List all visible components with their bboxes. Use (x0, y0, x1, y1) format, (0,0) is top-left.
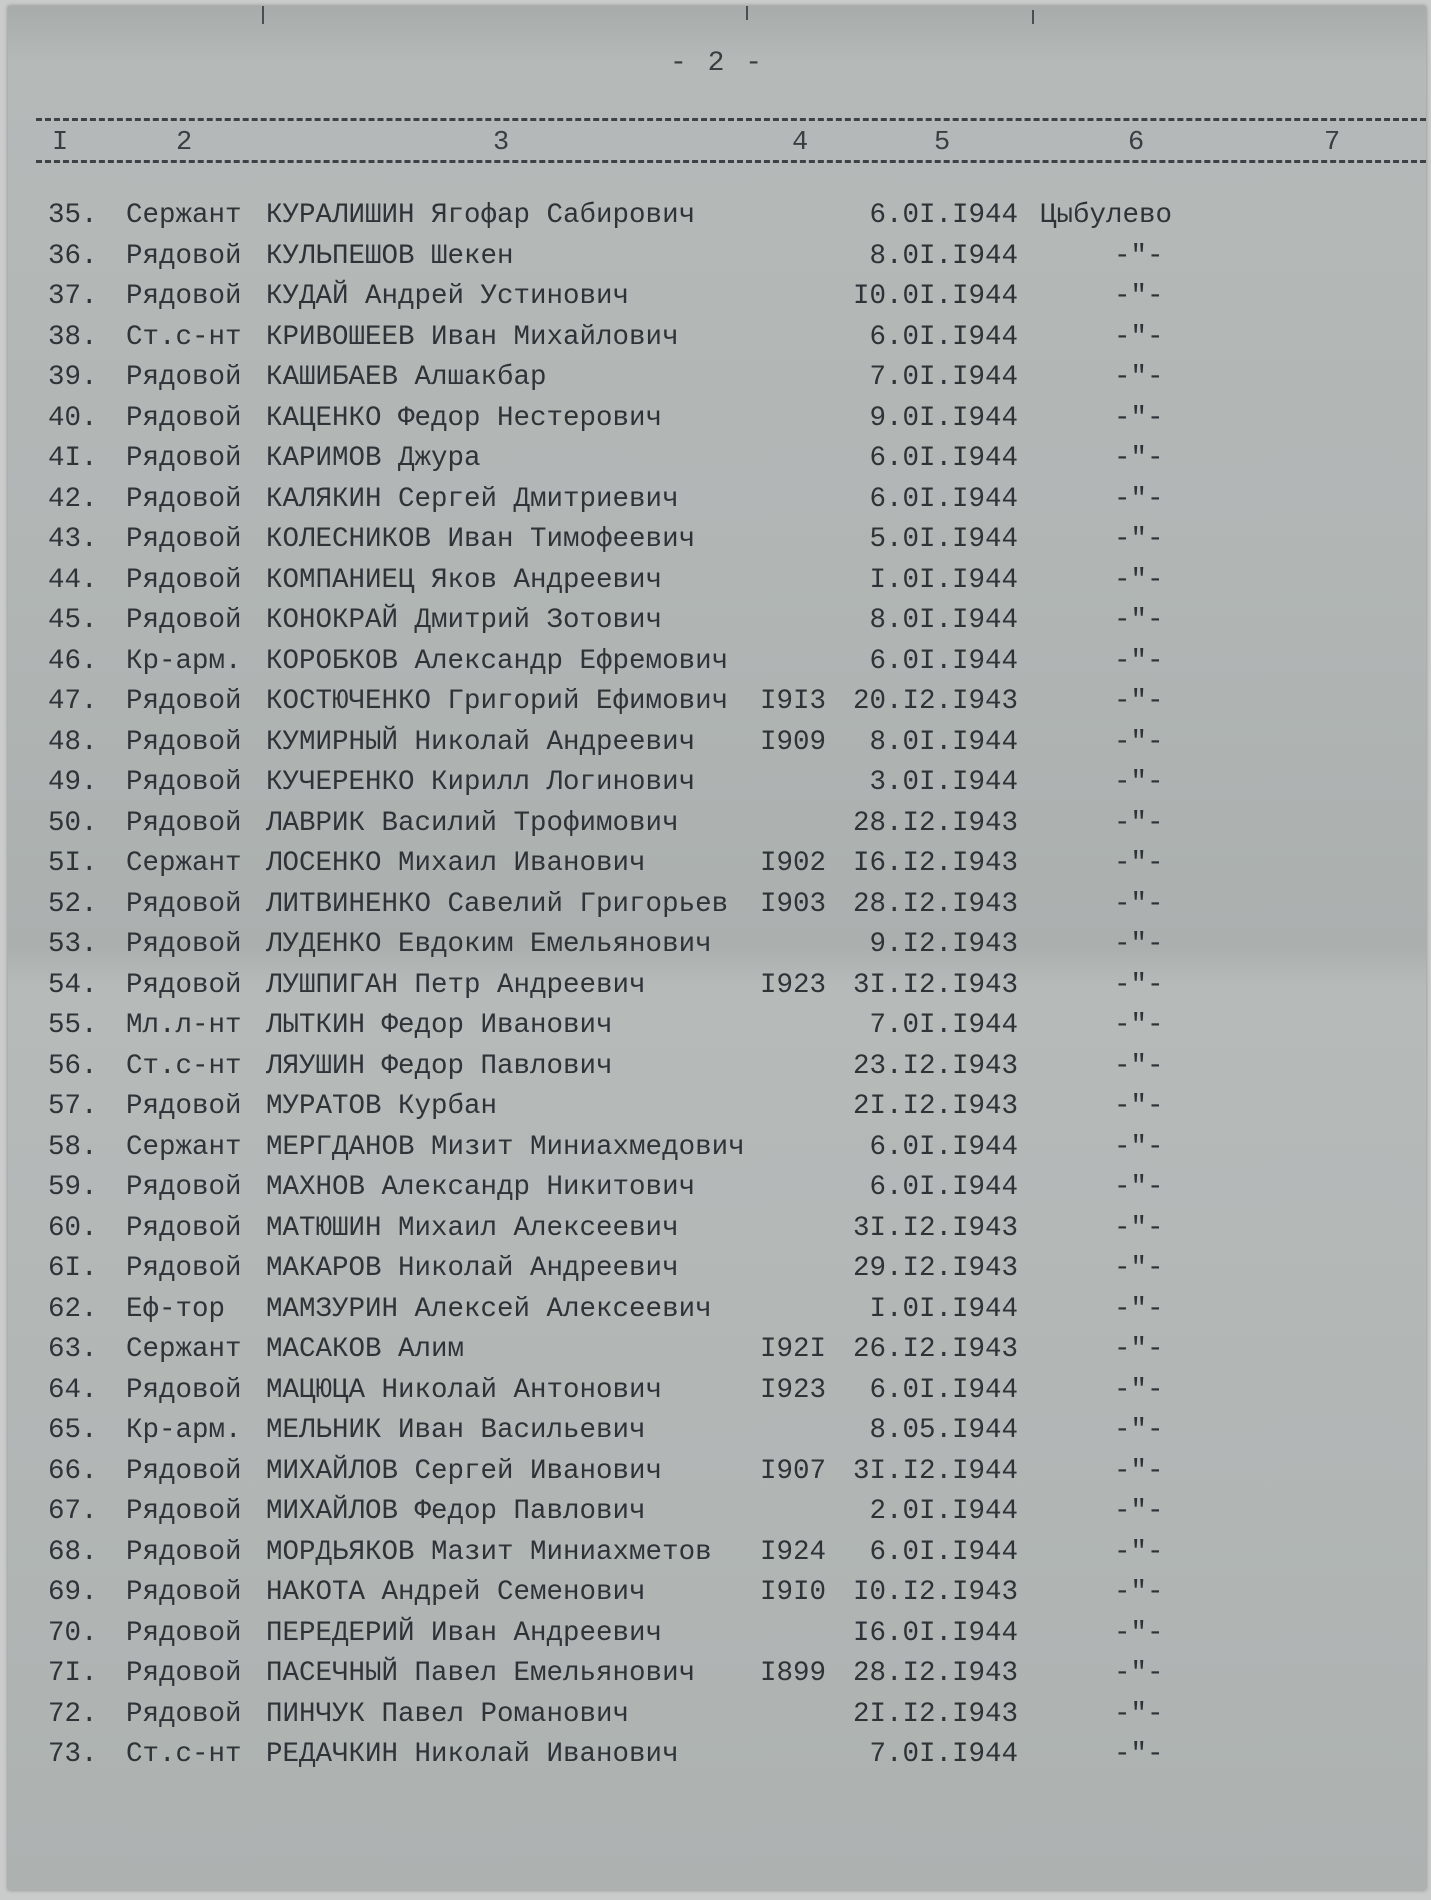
row-place: -"- (1114, 1050, 1164, 1082)
row-number: 66. (48, 1455, 98, 1487)
row-date: 28.I2.I943 (852, 807, 1018, 839)
row-name: ПАСЕЧНЫЙ Павел Емельянович (266, 1658, 696, 1689)
list-row (8, 524, 1426, 565)
row-place: -"- (1114, 726, 1164, 758)
list-row (8, 686, 1426, 727)
row-number: 36. (48, 240, 98, 272)
row-rank: Рядовой (126, 483, 242, 515)
row-rank: Рядовой (126, 929, 242, 960)
row-rank: Сержант (126, 848, 242, 879)
row-rank: Рядовой (126, 443, 242, 474)
row-name: ЛУДЕНКО Евдоким Емельянович (266, 929, 712, 960)
row-name: МОРДЬЯКОВ Мазит Миниахметов (266, 1536, 712, 1568)
page-number: - 2 - (669, 48, 764, 79)
list-row (8, 889, 1426, 930)
row-number: 52. (48, 888, 98, 920)
column-header: I (52, 128, 69, 158)
list-row (8, 362, 1426, 403)
row-number: 64. (48, 1374, 98, 1406)
row-date: 23.I2.I943 (852, 1050, 1018, 1082)
row-number: 43. (48, 524, 98, 555)
row-date: 8.0I.I944 (869, 240, 1018, 272)
row-date: 2.0I.I944 (869, 1496, 1018, 1527)
row-name: МУРАТОВ Курбан (266, 1091, 498, 1122)
row-name: КАЛЯКИН Сергей Дмитриевич (266, 483, 679, 515)
list-row (8, 1334, 1426, 1375)
row-place: -"- (1114, 1536, 1164, 1568)
list-row (8, 484, 1426, 525)
row-place: -"- (1114, 281, 1164, 312)
row-date: 6.0I.I944 (869, 1536, 1018, 1568)
row-name: МАЦЮЦА Николай Антонович (266, 1374, 663, 1406)
row-name: КОЛЕСНИКОВ Иван Тимофеевич (266, 524, 696, 555)
row-rank: Рядовой (126, 888, 242, 920)
row-number: 4I. (48, 443, 98, 474)
row-rank: Рядовой (126, 1536, 242, 1568)
row-place: -"- (1114, 969, 1164, 1001)
row-rank: Рядовой (126, 564, 242, 596)
row-place: -"- (1114, 240, 1164, 272)
list-row (8, 1456, 1426, 1497)
row-number: 60. (48, 1212, 98, 1244)
row-birth-year: I92I (760, 1334, 827, 1365)
row-name: КОРОБКОВ Александр Ефремович (266, 645, 729, 677)
row-date: 9.I2.I943 (869, 929, 1018, 960)
list-row (8, 1699, 1426, 1740)
row-rank: Ст.с-нт (126, 1050, 242, 1082)
row-rank: Рядовой (126, 1253, 242, 1284)
column-header: 5 (934, 128, 951, 158)
row-date: 8.0I.I944 (869, 605, 1018, 636)
row-date: 8.05.I944 (869, 1415, 1018, 1446)
row-number: 45. (48, 605, 98, 636)
row-place: -"- (1114, 564, 1164, 596)
row-number: 6I. (48, 1253, 98, 1284)
list-row (8, 1739, 1426, 1780)
row-place: Цыбулево (1040, 200, 1173, 231)
row-number: 59. (48, 1172, 98, 1203)
row-rank: Сержант (126, 1131, 242, 1163)
row-place: -"- (1114, 1698, 1164, 1730)
list-row (8, 605, 1426, 646)
top-edge-mark (746, 6, 748, 20)
row-date: I0.I2.I943 (852, 1577, 1018, 1608)
row-name: ЛОСЕНКО Михаил Иванович (266, 848, 646, 879)
row-number: 38. (48, 321, 98, 353)
row-place: -"- (1114, 1617, 1164, 1649)
row-name: ПЕРЕДЕРИЙ Иван Андреевич (266, 1617, 663, 1649)
row-place: -"- (1114, 888, 1164, 920)
row-place: -"- (1114, 605, 1164, 636)
row-number: 47. (48, 686, 98, 717)
row-name: КУЧЕРЕНКО Кирилл Логинович (266, 767, 696, 798)
row-place: -"- (1114, 645, 1164, 677)
list-row (8, 1253, 1426, 1294)
row-number: 63. (48, 1334, 98, 1365)
list-row (8, 727, 1426, 768)
row-number: 40. (48, 402, 98, 434)
top-edge-mark (262, 6, 264, 24)
list-row (8, 565, 1426, 606)
row-rank: Рядовой (126, 240, 242, 272)
row-birth-year: I903 (760, 888, 827, 920)
list-row (8, 1577, 1426, 1618)
row-number: 48. (48, 726, 98, 758)
list-row (8, 1658, 1426, 1699)
column-header-row (8, 128, 1426, 162)
list-row (8, 1010, 1426, 1051)
list-row (8, 241, 1426, 282)
list-row (8, 1051, 1426, 1092)
row-number: 42. (48, 483, 98, 515)
column-header: 7 (1324, 128, 1341, 158)
row-place: -"- (1114, 1739, 1164, 1770)
row-name: КУРАЛИШИН Ягофар Сабирович (266, 200, 696, 231)
header-top-rule (36, 118, 1426, 121)
list-row (8, 443, 1426, 484)
row-name: МАСАКОВ Алим (266, 1334, 465, 1365)
row-date: 3I.I2.I943 (852, 1212, 1018, 1244)
row-number: 62. (48, 1293, 98, 1325)
row-rank: Рядовой (126, 1577, 242, 1608)
row-rank: Рядовой (126, 767, 242, 798)
row-rank: Рядовой (126, 281, 242, 312)
row-place: -"- (1114, 1293, 1164, 1325)
row-number: 54. (48, 969, 98, 1001)
row-name: КРИВОШЕЕВ Иван Михайлович (266, 321, 679, 353)
row-date: 29.I2.I943 (852, 1253, 1018, 1284)
list-row (8, 1213, 1426, 1254)
row-date: I0.0I.I944 (852, 281, 1018, 312)
row-date: 6.0I.I944 (869, 1374, 1018, 1406)
row-place: -"- (1114, 1253, 1164, 1284)
row-number: 73. (48, 1739, 98, 1770)
row-birth-year: I907 (760, 1455, 827, 1487)
row-name: КУДАЙ Андрей Устинович (266, 281, 630, 312)
row-place: -"- (1114, 1212, 1164, 1244)
row-name: МАМЗУРИН Алексей Алексеевич (266, 1293, 712, 1325)
row-name: МИХАЙЛОВ Сергей Иванович (266, 1455, 663, 1487)
row-place: -"- (1114, 1172, 1164, 1203)
row-place: -"- (1114, 1415, 1164, 1446)
row-birth-year: I9I3 (760, 686, 827, 717)
row-number: 65. (48, 1415, 98, 1446)
row-number: 37. (48, 281, 98, 312)
list-row (8, 848, 1426, 889)
list-row (8, 281, 1426, 322)
row-name: ЛЫТКИН Федор Иванович (266, 1010, 613, 1041)
row-number: 49. (48, 767, 98, 798)
row-rank: Рядовой (126, 402, 242, 434)
row-date: 3.0I.I944 (869, 767, 1018, 798)
row-name: КУЛЬПЕШОВ Шекен (266, 240, 514, 272)
row-name: ПИНЧУК Павел Романович (266, 1698, 630, 1730)
row-place: -"- (1114, 1334, 1164, 1365)
row-date: I.0I.I944 (869, 1293, 1018, 1325)
row-date: 6.0I.I944 (869, 1131, 1018, 1163)
row-date: 8.0I.I944 (869, 726, 1018, 758)
top-edge-mark (1032, 10, 1034, 24)
row-date: 6.0I.I944 (869, 321, 1018, 353)
row-birth-year: I899 (760, 1658, 827, 1689)
row-rank: Мл.л-нт (126, 1010, 242, 1041)
row-rank: Кр-арм. (126, 645, 242, 677)
row-date: 7.0I.I944 (869, 1739, 1018, 1770)
row-birth-year: I923 (760, 969, 827, 1001)
row-date: 26.I2.I943 (852, 1334, 1018, 1365)
row-number: 58. (48, 1131, 98, 1163)
row-name: МИХАЙЛОВ Федор Павлович (266, 1496, 646, 1527)
header-bottom-rule (36, 160, 1426, 163)
row-rank: Сержант (126, 1334, 242, 1365)
row-rank: Рядовой (126, 1212, 242, 1244)
list-row (8, 1375, 1426, 1416)
row-place: -"- (1114, 443, 1164, 474)
row-rank: Рядовой (126, 1698, 242, 1730)
list-row (8, 1537, 1426, 1578)
row-place: -"- (1114, 524, 1164, 555)
list-row (8, 1091, 1426, 1132)
row-date: 28.I2.I943 (852, 1658, 1018, 1689)
column-header: 2 (176, 128, 193, 158)
row-place: -"- (1114, 321, 1164, 353)
row-rank: Рядовой (126, 1617, 242, 1649)
row-number: 5I. (48, 848, 98, 879)
row-rank: Сержант (126, 200, 242, 231)
list-row (8, 322, 1426, 363)
row-place: -"- (1114, 1374, 1164, 1406)
row-name: КАЦЕНКО Федор Нестерович (266, 402, 663, 434)
row-number: 50. (48, 807, 98, 839)
row-number: 53. (48, 929, 98, 960)
row-rank: Кр-арм. (126, 1415, 242, 1446)
row-place: -"- (1114, 1091, 1164, 1122)
row-birth-year: I9I0 (760, 1577, 827, 1608)
row-name: МЕРГДАНОВ Мизит Миниахмедович (266, 1131, 745, 1163)
row-birth-year: I923 (760, 1374, 827, 1406)
row-date: I.0I.I944 (869, 564, 1018, 596)
column-header: 4 (792, 128, 809, 158)
document-page (8, 6, 1426, 1890)
row-place: -"- (1114, 483, 1164, 515)
row-number: 39. (48, 362, 98, 393)
row-name: РЕДАЧКИН Николай Иванович (266, 1739, 679, 1770)
row-rank: Ст.с-нт (126, 321, 242, 353)
row-date: 6.0I.I944 (869, 443, 1018, 474)
row-number: 67. (48, 1496, 98, 1527)
row-name: ЛАВРИК Василий Трофимович (266, 807, 679, 839)
row-place: -"- (1114, 1658, 1164, 1689)
row-rank: Рядовой (126, 1091, 242, 1122)
row-number: 46. (48, 645, 98, 677)
list-row (8, 929, 1426, 970)
row-number: 44. (48, 564, 98, 596)
list-row (8, 767, 1426, 808)
row-number: 7I. (48, 1658, 98, 1689)
row-date: 7.0I.I944 (869, 1010, 1018, 1041)
list-row (8, 646, 1426, 687)
list-row (8, 1294, 1426, 1335)
row-rank: Рядовой (126, 726, 242, 758)
row-rank: Рядовой (126, 969, 242, 1001)
row-place: -"- (1114, 362, 1164, 393)
row-rank: Рядовой (126, 524, 242, 555)
row-rank: Еф-тор (126, 1293, 226, 1325)
row-number: 69. (48, 1577, 98, 1608)
row-number: 35. (48, 200, 98, 231)
row-name: КОМПАНИЕЦ Яков Андреевич (266, 564, 663, 596)
column-header: 6 (1128, 128, 1145, 158)
row-rank: Рядовой (126, 1172, 242, 1203)
row-place: -"- (1114, 807, 1164, 839)
row-place: -"- (1114, 1577, 1164, 1608)
list-row (8, 1132, 1426, 1173)
row-date: 6.0I.I944 (869, 483, 1018, 515)
row-date: 6.0I.I944 (869, 1172, 1018, 1203)
row-rank: Рядовой (126, 362, 242, 393)
list-row (8, 1618, 1426, 1659)
row-date: 3I.I2.I943 (852, 969, 1018, 1001)
row-name: КОНОКРАЙ Дмитрий Зотович (266, 605, 663, 636)
row-date: I6.0I.I944 (852, 1617, 1018, 1649)
row-date: 2I.I2.I943 (852, 1698, 1018, 1730)
row-rank: Рядовой (126, 686, 242, 717)
row-date: I6.I2.I943 (852, 848, 1018, 879)
casualty-list (8, 200, 1426, 1780)
row-rank: Рядовой (126, 1374, 242, 1406)
row-name: МАТЮШИН Михаил Алексеевич (266, 1212, 679, 1244)
row-place: -"- (1114, 686, 1164, 717)
row-date: 6.0I.I944 (869, 645, 1018, 677)
row-date: 3I.I2.I944 (852, 1455, 1018, 1487)
list-row (8, 808, 1426, 849)
row-name: КУМИРНЫЙ Николай Андреевич (266, 726, 696, 758)
row-number: 72. (48, 1698, 98, 1730)
row-birth-year: I902 (760, 848, 827, 879)
row-name: МАХНОВ Александр Никитович (266, 1172, 696, 1203)
row-date: 7.0I.I944 (869, 362, 1018, 393)
row-rank: Рядовой (126, 605, 242, 636)
row-date: 2I.I2.I943 (852, 1091, 1018, 1122)
list-row (8, 1496, 1426, 1537)
row-number: 68. (48, 1536, 98, 1568)
row-number: 57. (48, 1091, 98, 1122)
row-place: -"- (1114, 1455, 1164, 1487)
row-number: 70. (48, 1617, 98, 1649)
row-place: -"- (1114, 1496, 1164, 1527)
row-number: 56. (48, 1050, 98, 1082)
list-row (8, 403, 1426, 444)
row-rank: Рядовой (126, 1496, 242, 1527)
row-rank: Рядовой (126, 807, 242, 839)
list-row (8, 200, 1426, 241)
row-number: 55. (48, 1010, 98, 1041)
row-date: 28.I2.I943 (852, 888, 1018, 920)
row-place: -"- (1114, 929, 1164, 960)
row-date: 6.0I.I944 (869, 200, 1018, 231)
row-rank: Рядовой (126, 1455, 242, 1487)
row-name: ЛЯУШИН Федор Павлович (266, 1050, 613, 1082)
row-place: -"- (1114, 402, 1164, 434)
row-name: ЛИТВИНЕНКО Савелий Григорьев (266, 888, 729, 920)
row-name: МАКАРОВ Николай Андреевич (266, 1253, 679, 1284)
row-date: 5.0I.I944 (869, 524, 1018, 555)
list-row (8, 970, 1426, 1011)
row-rank: Ст.с-нт (126, 1739, 242, 1770)
list-row (8, 1172, 1426, 1213)
row-date: 9.0I.I944 (869, 402, 1018, 434)
row-rank: Рядовой (126, 1658, 242, 1689)
row-name: КАШИБАЕВ Алшакбар (266, 362, 547, 393)
list-row (8, 1415, 1426, 1456)
row-place: -"- (1114, 848, 1164, 879)
row-name: НАКОТА Андрей Семенович (266, 1577, 646, 1608)
row-name: МЕЛЬНИК Иван Васильевич (266, 1415, 646, 1446)
column-header: 3 (493, 128, 510, 158)
row-name: КАРИМОВ Джура (266, 443, 481, 474)
row-place: -"- (1114, 1010, 1164, 1041)
row-name: ЛУШПИГАН Петр Андреевич (266, 969, 646, 1001)
row-place: -"- (1114, 1131, 1164, 1163)
row-birth-year: I909 (760, 726, 827, 758)
row-birth-year: I924 (760, 1536, 827, 1568)
row-place: -"- (1114, 767, 1164, 798)
row-date: 20.I2.I943 (852, 686, 1018, 717)
row-name: КОСТЮЧЕНКО Григорий Ефимович (266, 686, 729, 717)
